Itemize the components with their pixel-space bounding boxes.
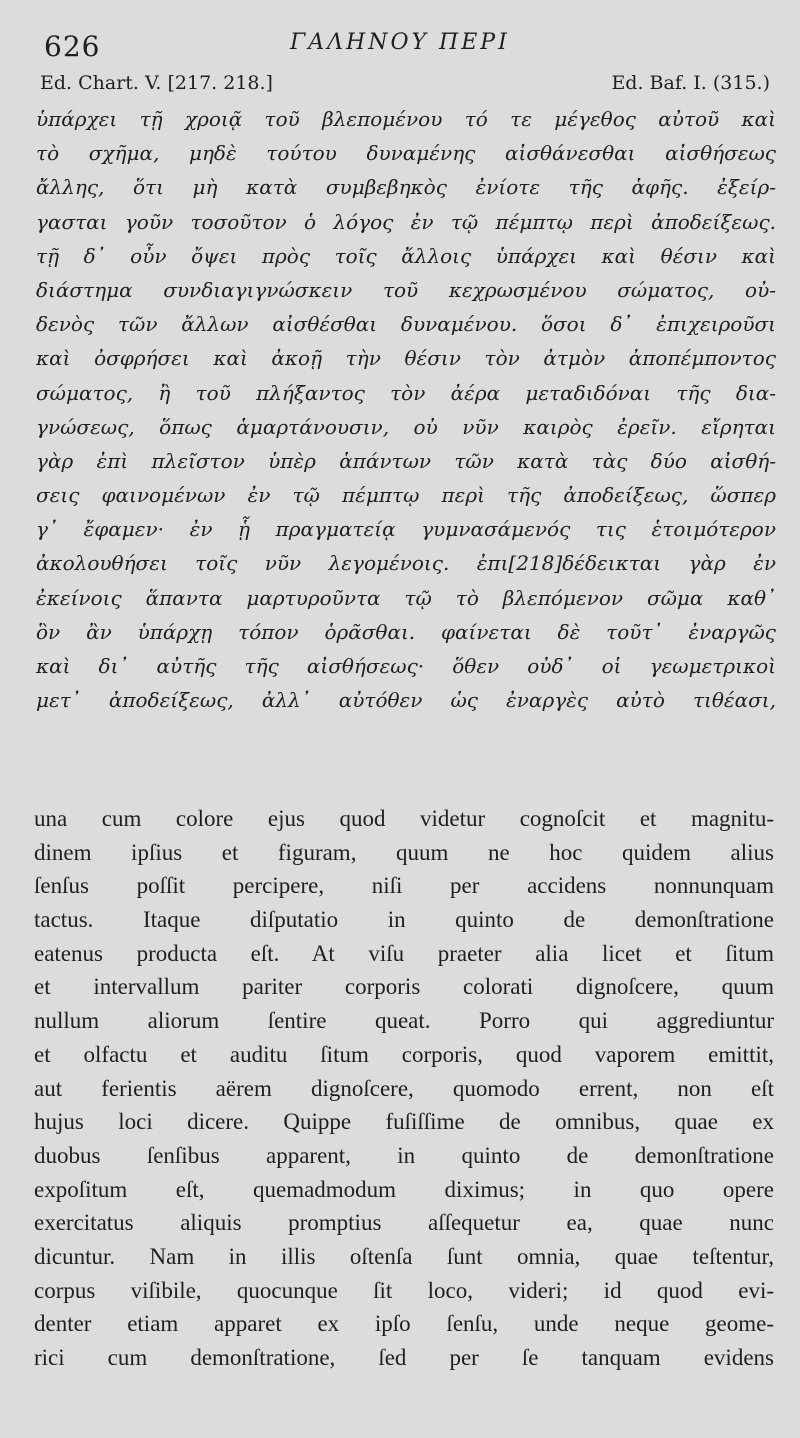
greek-text-line: σεις φαινομένων ἐν τῷ πέμπτῳ περὶ τῆς ἀποδείξεως, ὥσπερ	[36, 483, 776, 508]
latin-text-line: corpus viſibile, quocunque ſit loco, videri; id quod evi-	[34, 1277, 774, 1303]
running-title: ΓΑΛΗΝΟΥ ΠΕΡΙ	[290, 30, 510, 55]
latin-text-line: dinem ipſius et figuram, quum ne hoc quidem alius	[34, 839, 774, 865]
greek-text-line: ἄλλης, ὅτι μὴ κατὰ συμβεβηκὸς ἐνίοτε τῆς ἁφῆς. ἐξείρ-	[36, 175, 776, 200]
latin-text-line: rici cum demonſtratione, ſed per ſe tanquam evidens	[34, 1345, 774, 1370]
greek-text-block	[36, 102, 776, 717]
latin-text-line: exercitatus aliquis promptius aſſequetur ea, quae nunc	[34, 1210, 774, 1236]
latin-text-line: tactus. Itaque diſputatio in quinto de demonſtratione	[34, 907, 774, 933]
edition-reference-left: Ed. Chart. V. [217. 218.]	[40, 72, 273, 94]
greek-text-line: μετ᾽ ἀποδείξεως, ἀλλ᾽ αὐτόθεν ὡς ἐναργὲς αὐτὸ τιθέασι,	[36, 688, 776, 713]
greek-text-line: καὶ δι᾽ αὐτῆς τῆς αἰσθήσεως· ὅθεν οὐδ᾽ οἱ γεωμετρικοὶ	[36, 654, 776, 678]
latin-text-line: et olfactu et auditu ſitum corporis, quod vaporem emittit,	[34, 1041, 774, 1067]
greek-text-line: τῇ δ᾽ οὖν ὄψει πρὸς τοῖς ἄλλοις ὑπάρχει καὶ θέσιν καὶ	[36, 243, 776, 268]
greek-text-line: γνώσεως, ὅπως ἁμαρτάνουσιν, οὐ νῦν καιρὸς ἐρεῖν. εἴρηται	[36, 414, 776, 439]
greek-text-line: γ᾽ ἔφαμεν· ἐν ᾗ πραγματείᾳ γυμνασάμενός τις ἑτοιμότερον	[36, 517, 776, 542]
latin-text-line: expoſitum eſt, quemadmodum diximus; in quo opere	[34, 1176, 774, 1202]
greek-text-line: σώματος, ἢ τοῦ πλήξαντος τὸν ἀέρα μεταδιδόναι τῆς δια-	[36, 380, 776, 405]
greek-text-line: καὶ ὀσφρήσει καὶ ἀκοῇ τὴν θέσιν τὸν ἀτμὸν ἀποπέμποντος	[36, 346, 776, 371]
greek-text-line: ὑπάρχει τῇ χροιᾷ τοῦ βλεπομένου τό τε μέγεθος αὐτοῦ καὶ	[36, 107, 776, 131]
greek-text-line: ἀκολουθήσει τοῖς νῦν λεγομένοις. ἐπι[218]δέδεικται γὰρ ἐν	[36, 551, 776, 576]
latin-text-line: duobus ſenſibus apparent, in quinto de demonſtratione	[34, 1142, 774, 1168]
latin-text-line: una cum colore ejus quod videtur cognoſcit et magnitu-	[34, 806, 774, 831]
latin-text-line: et intervallum pariter corporis colorati dignoſcere, quum	[34, 974, 774, 1000]
greek-text-line: γὰρ ἐπὶ πλεῖστον ὑπὲρ ἁπάντων τῶν κατὰ τὰς δύο αἰσθή-	[36, 448, 776, 473]
latin-text-line: denter etiam apparet ex ipſo ſenſu, unde neque geome-	[34, 1311, 774, 1337]
latin-text-line: eatenus producta eſt. At viſu praeter alia licet et ſitum	[34, 940, 774, 966]
greek-text-line: τὸ σχῆμα, μηδὲ τούτου δυναμένης αἰσθάνεσθαι αἰσθήσεως	[36, 141, 776, 166]
greek-text-line: γασται γοῦν τοσοῦτον ὁ λόγος ἐν τῷ πέμπτῳ περὶ ἀποδείξεως.	[36, 209, 776, 234]
latin-text-line: nullum aliorum ſentire queat. Porro qui aggrediuntur	[34, 1008, 774, 1034]
page-header	[0, 30, 800, 66]
edition-references	[0, 72, 800, 100]
latin-text-line: hujus loci dicere. Quippe fuſiſſime de omnibus, quae ex	[34, 1109, 774, 1135]
latin-text-line: dicuntur. Nam in illis oſtenſa ſunt omnia, quae teſtentur,	[34, 1243, 774, 1269]
greek-text-line: διάστημα συνδιαγιγνώσκειν τοῦ κεχρωσμένου σώματος, οὐ-	[36, 277, 776, 302]
greek-text-line: ὃν ἂν ὑπάρχῃ τόπον ὁρᾶσθαι. φαίνεται δὲ τοῦτ᾽ ἐναργῶς	[36, 619, 776, 644]
greek-text-line: δενὸς τῶν ἄλλων αἰσθέσθαι δυναμένου. ὅσοι δ᾽ ἐπιχειροῦσι	[36, 312, 776, 337]
greek-text-line: ἐκείνοις ἅπαντα μαρτυροῦντα τῷ τὸ βλεπόμενον σῶμα καθ᾽	[36, 585, 776, 610]
latin-text-line: ſenſus poſſit percipere, niſi per accidens nonnunquam	[34, 873, 774, 899]
edition-reference-right: Ed. Baf. I. (315.)	[611, 72, 770, 94]
latin-text-line: aut ferientis aërem dignoſcere, quomodo errent, non eſt	[34, 1075, 774, 1101]
page-number: 626	[44, 30, 101, 63]
latin-text-block	[34, 802, 774, 1375]
